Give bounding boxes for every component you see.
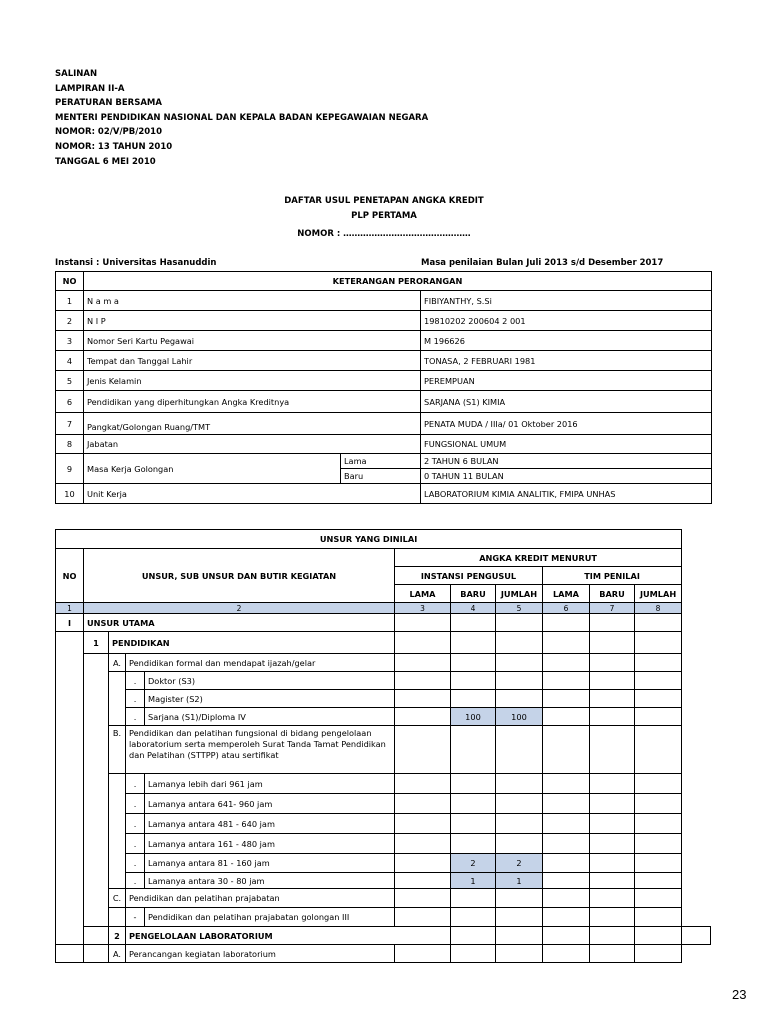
row-label: N I P: [84, 311, 421, 331]
row-label: PENDIDIKAN: [109, 632, 395, 654]
row-no: 9: [56, 454, 84, 484]
row-label: Lamanya antara 641- 960 jam: [145, 794, 395, 814]
masa-baru-value: 0 TAHUN 11 BULAN: [421, 469, 712, 484]
row-label: Masa Kerja Golongan: [84, 454, 341, 484]
row-bullet: .: [126, 854, 145, 873]
row-label: Lamanya antara 81 - 160 jam: [145, 854, 395, 873]
row-value: LABORATORIUM KIMIA ANALITIK, FMIPA UNHAS: [421, 484, 712, 504]
row-bullet: .: [126, 814, 145, 834]
value-cell: 2: [451, 854, 496, 873]
row-bullet: .: [126, 873, 145, 889]
table-row: [56, 690, 711, 708]
row-label: Lamanya antara 161 - 480 jam: [145, 834, 395, 854]
row-value: FUNGSIONAL UMUM: [421, 435, 712, 454]
row-bullet: .: [126, 834, 145, 854]
row-no: 10: [56, 484, 84, 504]
table-row: [56, 311, 712, 331]
row-no: 4: [56, 351, 84, 371]
value-cell: 1: [451, 873, 496, 889]
personal-info-table: [55, 271, 712, 504]
row-bullet: .: [126, 672, 145, 690]
document-title: DAFTAR USUL PENETAPAN ANGKA KREDIT: [284, 196, 484, 206]
col-unsur-header: UNSUR, SUB UNSUR DAN BUTIR KEGIATAN: [84, 549, 395, 603]
table-row: [56, 873, 711, 889]
row-letter: C.: [109, 889, 126, 908]
column-number: 7: [590, 603, 635, 614]
value-cell: 100: [451, 708, 496, 726]
value-cell: 1: [496, 873, 543, 889]
table-row: [56, 654, 711, 672]
row-label: Pendidikan dan pelatihan fungsional di bidang pengelolaan laboratorium serta memperoleh Surat Tanda Tamat Pendidikan dan Pelatihan (STTPP) atau sertifikat: [126, 726, 395, 774]
table-row: [56, 927, 711, 945]
column-number: 3: [395, 603, 451, 614]
table-row: [56, 391, 712, 413]
row-letter: A.: [109, 945, 126, 963]
table-row: [56, 774, 711, 794]
col-lama-header: LAMA: [395, 585, 451, 603]
col-angka-kredit-header: ANGKA KREDIT MENURUT: [395, 549, 682, 567]
row-label: Pendidikan yang diperhitungkan Angka Kreditnya: [84, 391, 421, 413]
masa-lama-label: Lama: [341, 454, 421, 469]
masa-penilaian-label: Masa penilaian Bulan Juli 2013 s/d Desember 2017: [421, 258, 664, 268]
table-row: [56, 413, 712, 435]
table-row: [56, 794, 711, 814]
table-row: [56, 291, 712, 311]
header-line: NOMOR: 02/V/PB/2010: [55, 127, 163, 138]
row-no: 3: [56, 331, 84, 351]
value-cell: 100: [496, 708, 543, 726]
table-row: [56, 945, 711, 963]
row-label: Pendidikan formal dan mendapat ijazah/gelar: [126, 654, 395, 672]
col-jumlah-header: JUMLAH: [496, 585, 543, 603]
header-line: SALINAN: [55, 69, 98, 79]
row-bullet: .: [126, 690, 145, 708]
column-number: 5: [496, 603, 543, 614]
assessment-table: [55, 529, 711, 963]
row-label: Lamanya antara 30 - 80 jam: [145, 873, 395, 889]
document-header: [55, 67, 428, 169]
row-value: 19810202 200604 2 001: [421, 311, 712, 331]
row-bullet: .: [126, 774, 145, 794]
row-bullet: .: [126, 708, 145, 726]
page-number: 23: [732, 987, 747, 1002]
table-row: [56, 331, 712, 351]
row-no: 2: [56, 311, 84, 331]
masa-baru-label: Baru: [341, 469, 421, 484]
row-label: N a m a: [84, 291, 421, 311]
row-label: Magister (S2): [145, 690, 395, 708]
row-no: I: [56, 614, 84, 632]
row-no: 5: [56, 371, 84, 391]
nomor-label: NOMOR : ………………………………………: [297, 229, 471, 239]
row-no: 7: [56, 413, 84, 435]
row-no: 1: [56, 291, 84, 311]
row-label: Lamanya lebih dari 961 jam: [145, 774, 395, 794]
column-number-row: [56, 603, 711, 614]
col-baru-header: BARU: [590, 585, 635, 603]
instansi-label: Instansi : Universitas Hasanuddin: [55, 258, 217, 268]
row-label: Jenis Kelamin: [84, 371, 421, 391]
document-number: [0, 229, 768, 239]
row-label: Pendidikan dan pelatihan prajabatan: [126, 889, 395, 908]
row-label: Doktor (S3): [145, 672, 395, 690]
row-letter: A.: [109, 654, 126, 672]
document-subtitle: PLP PERTAMA: [351, 211, 417, 221]
row-value: FIBIYANTHY, S.Si: [421, 291, 712, 311]
table-row: [56, 632, 711, 654]
header-line: MENTERI PENDIDIKAN NASIONAL DAN KEPALA BADAN KEPEGAWAIAN NEGARA: [55, 112, 429, 123]
table-row: [56, 834, 711, 854]
col-no-header: NO: [56, 549, 84, 603]
column-number: 8: [635, 603, 682, 614]
row-no: 6: [56, 391, 84, 413]
row-bullet: -: [126, 908, 145, 927]
row-no: 8: [56, 435, 84, 454]
table-row: [56, 908, 711, 927]
col-tim-penilai-header: TIM PENILAI: [543, 567, 682, 585]
header-line: PERATURAN BERSAMA: [55, 98, 162, 109]
table-row: [56, 726, 711, 774]
table-row: [56, 484, 712, 504]
row-label: Perancangan kegiatan laboratorium: [126, 945, 395, 963]
unsur-yang-dinilai-header: UNSUR YANG DINILAI: [56, 530, 682, 549]
row-value: PEREMPUAN: [421, 371, 712, 391]
row-label: Nomor Seri Kartu Pegawai: [84, 331, 421, 351]
column-number: 1: [56, 603, 84, 614]
row-value: TONASA, 2 FEBRUARI 1981: [421, 351, 712, 371]
table-row: [56, 435, 712, 454]
header-line: LAMPIRAN II-A: [55, 83, 125, 94]
row-label: UNSUR UTAMA: [84, 614, 395, 632]
column-number: 6: [543, 603, 590, 614]
row-no: 1: [84, 632, 109, 654]
table-row: [56, 371, 712, 391]
col-no-header: NO: [56, 272, 84, 291]
header-line: TANGGAL 6 MEI 2010: [55, 156, 156, 167]
row-bullet: .: [126, 794, 145, 814]
header-line: NOMOR: 13 TAHUN 2010: [55, 141, 173, 152]
table-row: [56, 614, 711, 632]
col-lama-header: LAMA: [543, 585, 590, 603]
column-number: 2: [84, 603, 395, 614]
table-row: [56, 351, 712, 371]
row-label: Pendidikan dan pelatihan prajabatan golongan III: [145, 908, 395, 927]
value-cell: 2: [496, 854, 543, 873]
table-row: [56, 672, 711, 690]
row-value: M 196626: [421, 331, 712, 351]
col-baru-header: BARU: [451, 585, 496, 603]
row-value: PENATA MUDA / IIIa/ 01 Oktober 2016: [421, 413, 712, 435]
row-label: Jabatan: [84, 435, 421, 454]
table-row: [56, 854, 711, 873]
row-label: Pangkat/Golongan Ruang/TMT: [84, 413, 421, 435]
row-label: Unit Kerja: [84, 484, 421, 504]
col-instansi-header: INSTANSI PENGUSUL: [395, 567, 543, 585]
column-number: 4: [451, 603, 496, 614]
row-label: Sarjana (S1)/Diploma IV: [145, 708, 395, 726]
row-label: PENGELOLAAN LABORATORIUM: [126, 927, 451, 945]
col-jumlah-header: JUMLAH: [635, 585, 682, 603]
table-row: [56, 708, 711, 726]
table-row: [56, 454, 712, 469]
row-value: SARJANA (S1) KIMIA: [421, 391, 712, 413]
row-label: Tempat dan Tanggal Lahir: [84, 351, 421, 371]
row-letter: B.: [109, 726, 126, 774]
row-label: Lamanya antara 481 - 640 jam: [145, 814, 395, 834]
table-row: [56, 814, 711, 834]
row-no: 2: [109, 927, 126, 945]
col-keterangan-header: KETERANGAN PERORANGAN: [84, 272, 712, 291]
masa-lama-value: 2 TAHUN 6 BULAN: [421, 454, 712, 469]
table-row: [56, 889, 711, 908]
